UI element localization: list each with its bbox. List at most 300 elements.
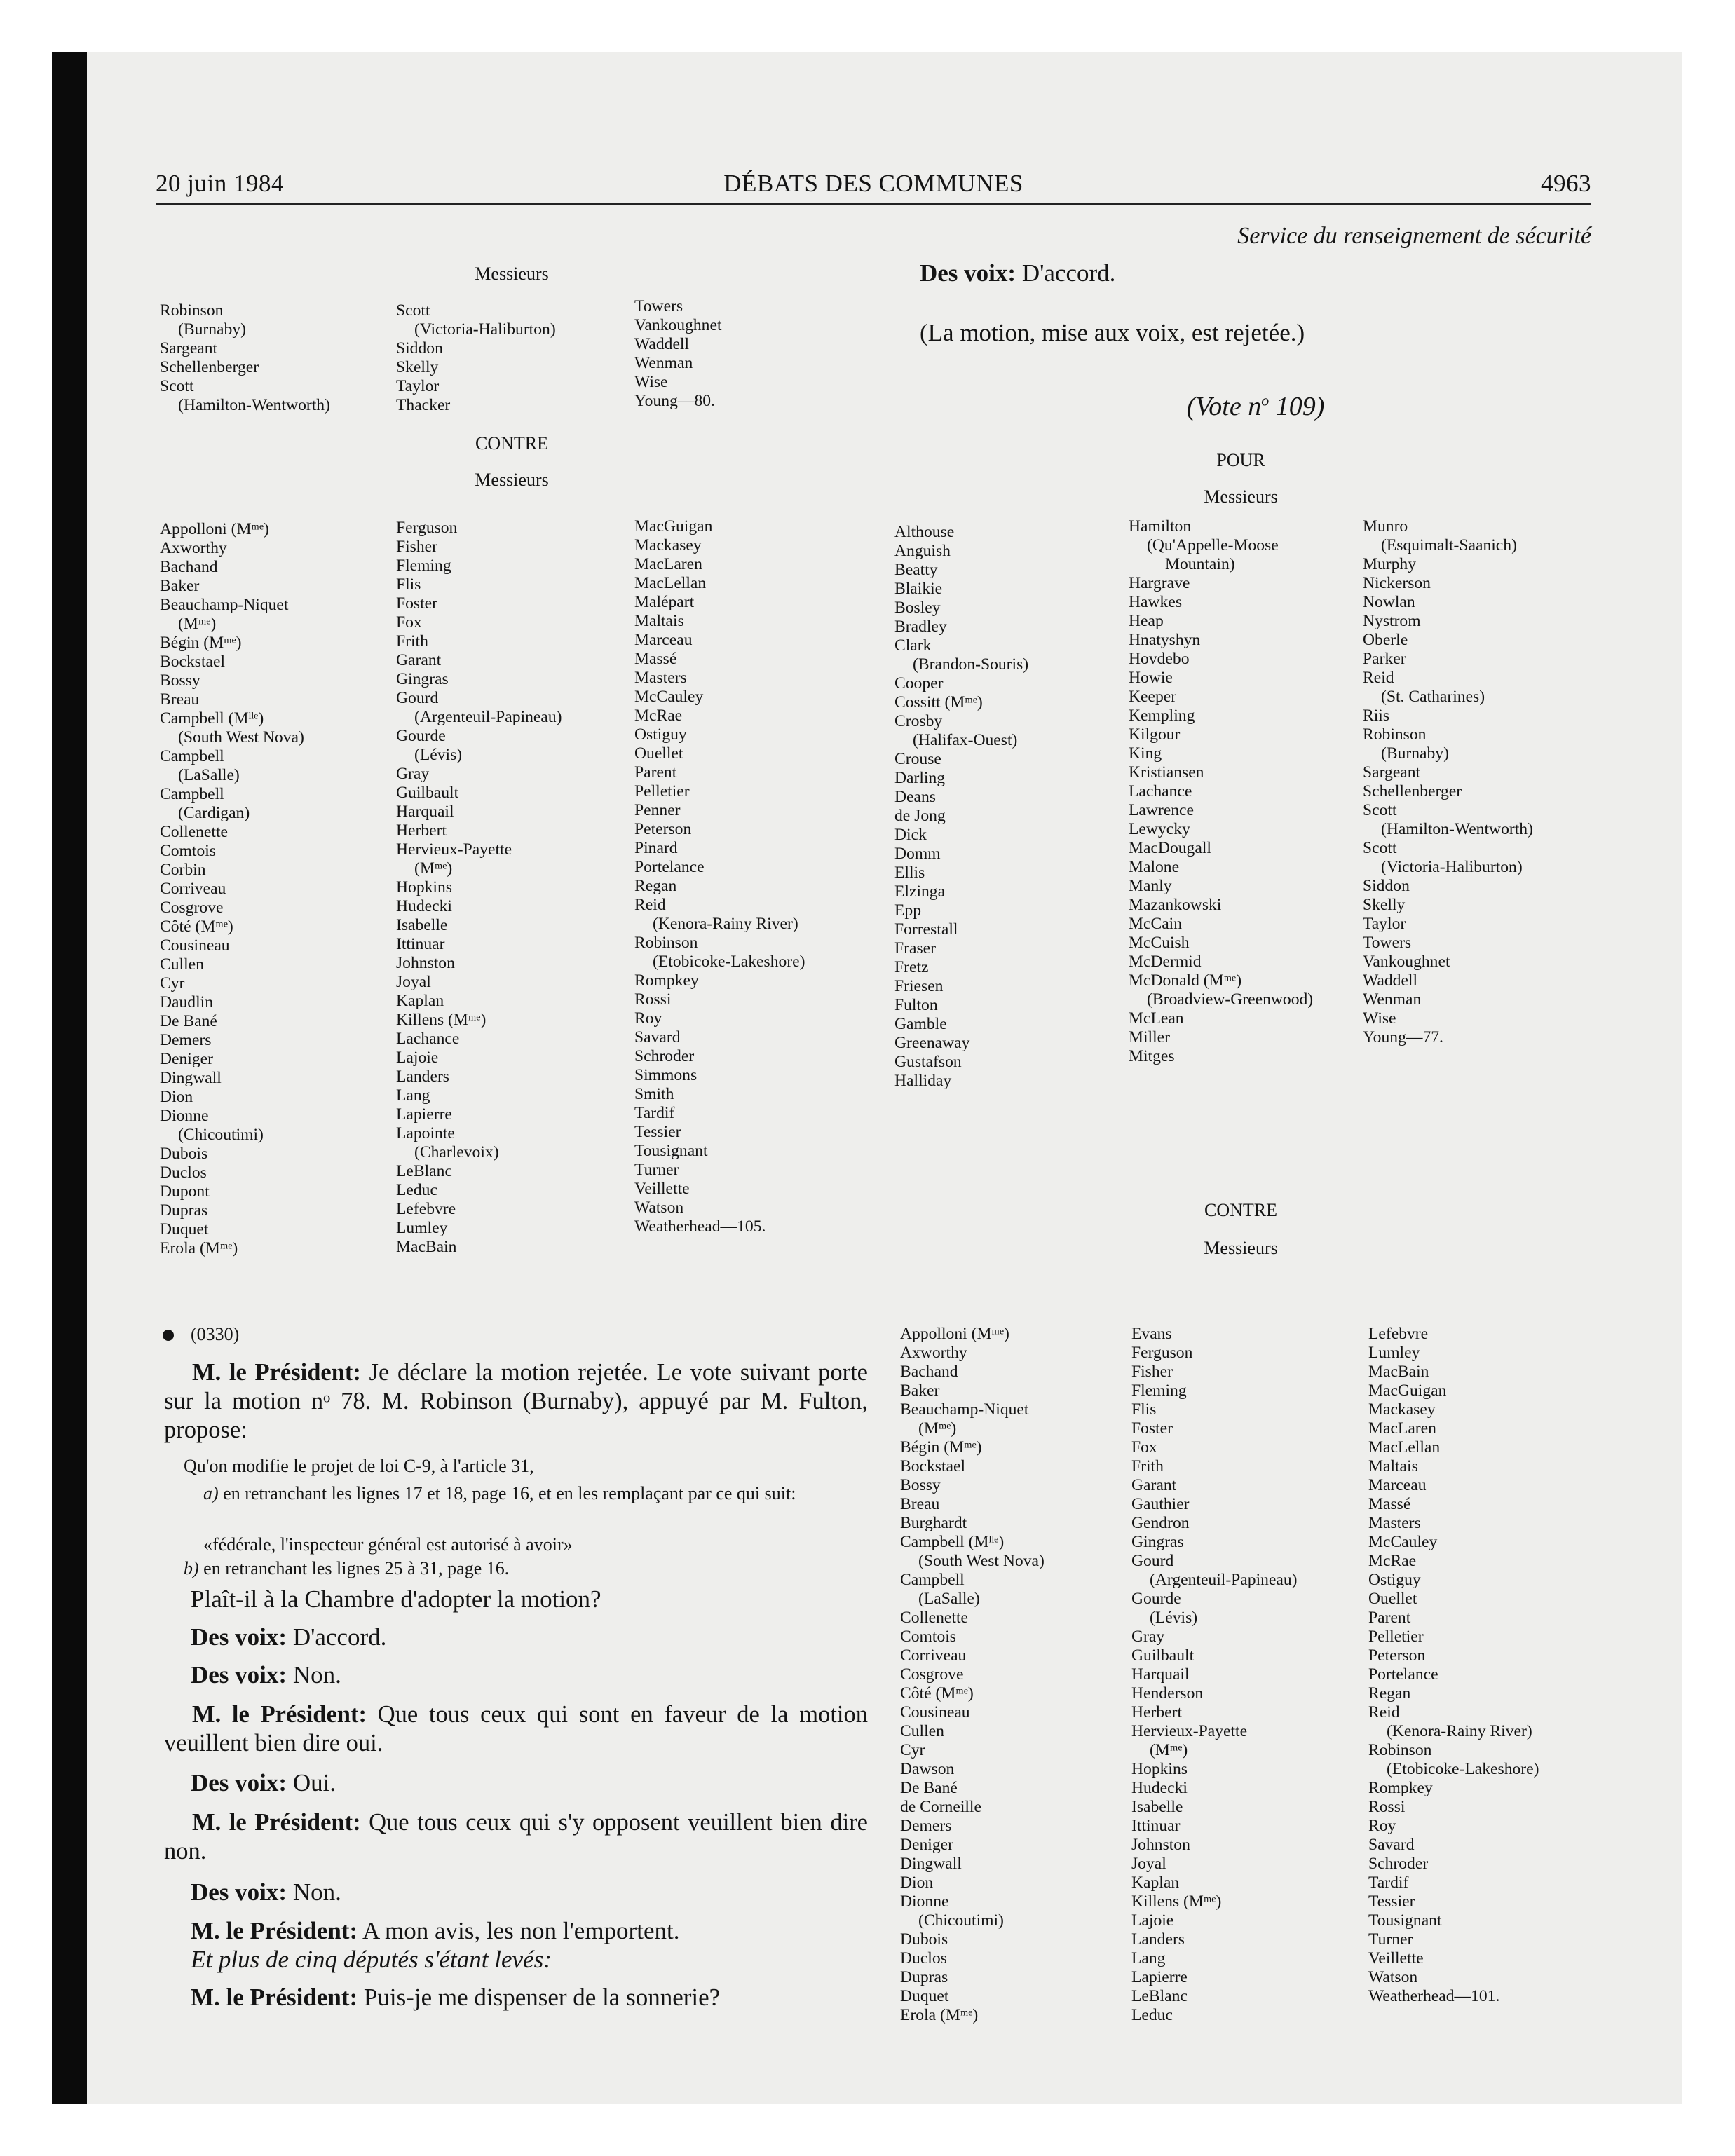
member-name: Oberle	[1363, 631, 1408, 649]
member-name: Turner	[634, 1161, 679, 1179]
member-name: Scott	[396, 301, 430, 320]
member-name: Lajoie	[1131, 1911, 1174, 1930]
names-column	[900, 1325, 1045, 2025]
speaker-label: Des voix:	[920, 259, 1016, 287]
member-name: Corriveau	[900, 1646, 967, 1665]
member-name: Schroder	[634, 1047, 695, 1065]
member-name: de Corneille	[900, 1798, 981, 1816]
member-name: McRae	[1368, 1552, 1417, 1570]
member-name: Althouse	[894, 523, 955, 541]
member-name: Miller	[1129, 1028, 1170, 1046]
member-name: Duquet	[160, 1220, 209, 1239]
member-name: Hargrave	[1129, 574, 1190, 592]
member-name: Corriveau	[160, 880, 226, 898]
member-name: Bockstael	[900, 1457, 966, 1475]
member-name: (Hamilton-Wentworth)	[178, 396, 330, 414]
member-name: LeBlanc	[396, 1162, 452, 1180]
member-name: Johnston	[1131, 1836, 1190, 1854]
member-name: Munro	[1363, 517, 1408, 535]
member-name: Collenette	[900, 1609, 968, 1627]
member-name: Roy	[1368, 1817, 1396, 1835]
names-column	[160, 301, 330, 415]
member-name: Forrestall	[894, 920, 958, 939]
member-name: Roy	[634, 1009, 662, 1028]
member-name: Hudecki	[1131, 1779, 1188, 1797]
member-name: Duclos	[160, 1164, 207, 1182]
member-name: (Burnaby)	[178, 320, 246, 339]
speech-paragraph: M. le Président: Que tous ceux qui s'y opposent veuillent bien dire non.	[164, 1809, 868, 1864]
member-name: Parent	[1368, 1609, 1411, 1627]
member-name: Erola (Mᵐᵉ)	[160, 1239, 238, 1257]
member-name: Reid	[1363, 669, 1394, 687]
speaker-label: M. le Président:	[192, 1359, 361, 1386]
member-name: Manly	[1129, 877, 1172, 895]
member-name: Young—80.	[634, 392, 715, 410]
member-name: Vankoughnet	[1363, 953, 1450, 971]
member-name: Sargeant	[1363, 763, 1421, 782]
member-name: Henderson	[1131, 1684, 1204, 1703]
member-name: Gendron	[1131, 1514, 1190, 1532]
member-name: Ouellet	[634, 744, 683, 763]
member-name: Halliday	[894, 1072, 952, 1090]
member-name: McCain	[1129, 915, 1183, 933]
member-name: (Broadview-Greenwood)	[1147, 990, 1314, 1009]
member-name: Cyr	[900, 1741, 925, 1759]
member-name: Towers	[634, 297, 683, 315]
member-name: Kempling	[1129, 707, 1195, 725]
quoted-text: en retranchant les lignes 17 et 18, page 16, et en les remplaçant par ce qui suit:	[218, 1483, 796, 1503]
speech-text: Je déclare la motion rejetée. Le vote suivant porte sur la motion nᵒ 78. M. Robinson (Burnaby), appuyé par M. Fulton, propose:	[164, 1359, 868, 1443]
member-name: Tardif	[634, 1104, 675, 1122]
member-name: Veillette	[634, 1180, 690, 1198]
member-name: Epp	[894, 901, 922, 920]
member-name: Guilbault	[1131, 1646, 1195, 1665]
member-name: Leduc	[396, 1181, 437, 1199]
member-name: Malone	[1129, 858, 1180, 876]
member-name: Gamble	[894, 1015, 947, 1033]
member-name: Bégin (Mᵐᵉ)	[900, 1438, 982, 1456]
member-name: Mazankowski	[1129, 896, 1222, 914]
member-name: Frith	[396, 632, 428, 650]
member-name: Baker	[160, 577, 200, 595]
member-name: Turner	[1368, 1930, 1413, 1949]
speech-paragraph: Des voix: Non.	[191, 1661, 341, 1688]
member-name: (Cardigan)	[178, 804, 250, 822]
member-name: Flis	[396, 575, 421, 594]
member-name: Lawrence	[1129, 801, 1194, 819]
member-name: Dionne	[900, 1892, 949, 1911]
member-name: Ittinuar	[396, 935, 445, 953]
member-name: Dion	[160, 1088, 193, 1106]
messieurs-heading: Messieurs	[475, 264, 549, 284]
messieurs-heading: Messieurs	[1204, 486, 1278, 507]
member-name: Keeper	[1129, 688, 1177, 706]
member-name: Gray	[396, 765, 430, 783]
speech-paragraph: Des voix: D'accord.	[920, 259, 1116, 287]
member-name: Towers	[1363, 934, 1412, 952]
member-name: (Lévis)	[1150, 1609, 1198, 1627]
member-name: Tousignant	[1368, 1911, 1442, 1930]
member-name: Foster	[1131, 1419, 1173, 1438]
member-name: Ellis	[894, 864, 925, 882]
item-label: a)	[203, 1483, 219, 1503]
member-name: Harquail	[1131, 1665, 1190, 1684]
member-name: Dupont	[160, 1182, 210, 1201]
member-name: Ittinuar	[1131, 1817, 1181, 1835]
member-name: Hopkins	[396, 878, 452, 896]
member-name: Maltais	[1368, 1457, 1418, 1475]
member-name: Mitges	[1129, 1047, 1175, 1065]
member-name: Landers	[396, 1067, 449, 1086]
member-name: Wenman	[1363, 990, 1422, 1009]
member-name: Portelance	[1368, 1665, 1438, 1684]
member-name: Siddon	[396, 339, 443, 357]
member-name: (Charlevoix)	[414, 1143, 499, 1161]
speech-paragraph: M. le Président: Que tous ceux qui sont en faveur de la motion veuillent bien dire oui.	[164, 1701, 868, 1756]
member-name: Crosby	[894, 712, 943, 730]
member-name: Daudlin	[160, 993, 214, 1011]
member-name: Herbert	[396, 821, 447, 840]
member-name: Corbin	[160, 861, 206, 879]
member-name: Côté (Mᵐᵉ)	[160, 917, 233, 936]
member-name: (Mᵐᵉ)	[414, 859, 453, 878]
member-name: Savard	[1368, 1836, 1415, 1854]
member-name: Parker	[1363, 650, 1406, 668]
member-name: Bachand	[900, 1363, 958, 1381]
member-name: MacLaren	[634, 555, 702, 573]
member-name: Taylor	[1363, 915, 1406, 933]
member-name: Hudecki	[396, 897, 452, 915]
speech-paragraph: M. le Président: A mon avis, les non l'emportent.	[191, 1917, 680, 1944]
member-name: (Victoria-Haliburton)	[1381, 858, 1523, 876]
quoted-motion	[184, 1557, 509, 1580]
member-name: Hopkins	[1131, 1760, 1188, 1778]
member-name: Peterson	[1368, 1646, 1426, 1665]
member-name: McDermid	[1129, 953, 1202, 971]
member-name: Weatherhead—101.	[1368, 1987, 1500, 2005]
member-name: Côté (Mᵐᵉ)	[900, 1684, 974, 1703]
member-name: Fulton	[894, 996, 938, 1014]
member-name: (Victoria-Haliburton)	[414, 320, 556, 339]
member-name: Lang	[396, 1086, 430, 1105]
member-name: (LaSalle)	[178, 766, 240, 784]
member-name: Pelletier	[1368, 1628, 1424, 1646]
member-name: Anguish	[894, 542, 951, 560]
member-name: Rompkey	[634, 971, 699, 990]
member-name: Marceau	[634, 631, 693, 649]
speaker-label: Des voix:	[191, 1878, 287, 1906]
member-name: Dubois	[900, 1930, 948, 1949]
member-name: Axworthy	[900, 1344, 967, 1362]
member-name: (St. Catharines)	[1381, 688, 1485, 706]
header-title: DÉBATS DES COMMUNES	[723, 170, 1023, 197]
member-name: Lapierre	[396, 1105, 452, 1124]
member-name: (Burnaby)	[1381, 744, 1449, 763]
member-name: Marceau	[1368, 1476, 1427, 1494]
member-name: Heap	[1129, 612, 1164, 630]
member-name: Campbell (Mˡˡᵉ)	[900, 1533, 1005, 1551]
member-name: Darling	[894, 769, 946, 787]
member-name: Cullen	[900, 1722, 944, 1740]
member-name: Hervieux-Payette	[396, 840, 512, 859]
member-name: Campbell (Mˡˡᵉ)	[160, 709, 264, 728]
member-name: Comtois	[160, 842, 216, 860]
names-column	[1129, 517, 1313, 1066]
member-name: MacDougall	[1129, 839, 1211, 857]
member-name: Gourde	[1131, 1590, 1181, 1608]
member-name: Dingwall	[900, 1855, 962, 1873]
member-name: Sargeant	[160, 339, 218, 357]
member-name: Bossy	[160, 671, 200, 690]
member-name: Waddell	[1363, 971, 1418, 990]
member-name: (Etobicoke-Lakeshore)	[653, 953, 805, 971]
names-column	[1368, 1325, 1539, 2006]
member-name: Kristiansen	[1129, 763, 1204, 782]
names-column	[634, 297, 722, 411]
member-name: Tessier	[1368, 1892, 1415, 1911]
member-name: Wenman	[634, 354, 693, 372]
member-name: Wise	[1363, 1009, 1396, 1028]
section-title: Service du renseignement de sécurité	[1237, 223, 1591, 249]
member-name: Taylor	[396, 377, 440, 395]
member-name: Gray	[1131, 1628, 1165, 1646]
member-name: Thacker	[396, 396, 451, 414]
member-name: Axworthy	[160, 539, 227, 557]
member-name: Killens (Mᵐᵉ)	[396, 1011, 487, 1029]
member-name: Rossi	[1368, 1798, 1406, 1816]
member-name: Rompkey	[1368, 1779, 1433, 1797]
member-name: Pelletier	[634, 782, 690, 800]
member-name: Guilbault	[396, 784, 459, 802]
member-name: Lefebvre	[396, 1200, 456, 1218]
member-name: MacGuigan	[1368, 1381, 1447, 1400]
member-name: Ostiguy	[634, 725, 687, 744]
speaker-label: Des voix:	[191, 1769, 287, 1796]
member-name: (South West Nova)	[918, 1552, 1045, 1570]
member-name: Blaikie	[894, 580, 943, 598]
member-name: Regan	[1368, 1684, 1411, 1703]
member-name: Scott	[1363, 801, 1397, 819]
item-label: b)	[184, 1558, 199, 1578]
member-name: Robinson	[634, 934, 698, 952]
member-name: (Chicoutimi)	[918, 1911, 1004, 1930]
member-name: Duquet	[900, 1987, 949, 2005]
member-name: Joyal	[396, 973, 431, 991]
member-name: Fox	[396, 613, 422, 632]
member-name: Fox	[1131, 1438, 1157, 1456]
header-date: 20 juin 1984	[156, 170, 284, 197]
member-name: Ferguson	[1131, 1344, 1193, 1362]
member-name: McRae	[634, 707, 683, 725]
member-name: Clark	[894, 636, 932, 655]
member-name: Massé	[634, 650, 677, 668]
speaker-label: Des voix:	[191, 1623, 287, 1651]
member-name: Bachand	[160, 558, 218, 576]
quoted-text: en retranchant les lignes 25 à 31, page 16.	[198, 1558, 510, 1578]
member-name: Cossitt (Mᵐᵉ)	[894, 693, 983, 711]
member-name: MacLellan	[634, 574, 707, 592]
member-name: Kaplan	[396, 992, 444, 1010]
member-name: Maltais	[634, 612, 684, 630]
member-name: Penner	[634, 801, 681, 819]
page-header	[156, 170, 1591, 205]
member-name: Lang	[1131, 1949, 1166, 1967]
member-name: Ouellet	[1368, 1590, 1417, 1608]
member-name: Hnatyshyn	[1129, 631, 1201, 649]
member-name: Demers	[900, 1817, 952, 1835]
member-name: Simmons	[634, 1066, 698, 1084]
member-name: Dick	[894, 826, 927, 844]
member-name: Foster	[396, 594, 437, 613]
member-name: McCauley	[1368, 1533, 1438, 1551]
member-name: Robinson	[1363, 725, 1427, 744]
member-name: Demers	[160, 1031, 212, 1049]
member-name: Garant	[396, 651, 442, 669]
member-name: Riis	[1363, 707, 1390, 725]
member-name: (Mᵐᵉ)	[1150, 1741, 1188, 1759]
member-name: Vankoughnet	[634, 316, 722, 334]
member-name: (Esquimalt-Saanich)	[1381, 536, 1517, 554]
member-name: Johnston	[396, 954, 455, 972]
member-name: Tousignant	[634, 1142, 708, 1160]
member-name: LeBlanc	[1131, 1987, 1188, 2005]
member-name: MacBain	[396, 1238, 457, 1256]
member-name: Siddon	[1363, 877, 1410, 895]
member-name: de Jong	[894, 807, 946, 825]
member-name: Lumley	[396, 1219, 448, 1237]
member-name: Skelly	[396, 358, 439, 376]
vote-number: (Vote $n^o$ 109)	[1186, 391, 1325, 421]
member-name: (Chicoutimi)	[178, 1126, 264, 1144]
member-name: (Kenora-Rainy River)	[1387, 1722, 1532, 1740]
member-name: Greenaway	[894, 1034, 970, 1052]
member-name: Ostiguy	[1368, 1571, 1421, 1589]
member-name: Cosgrove	[160, 899, 224, 917]
speech-paragraph: Des voix: Oui.	[191, 1769, 336, 1796]
member-name: Fleming	[1131, 1381, 1187, 1400]
scan-binding-edge	[52, 52, 87, 2104]
member-name: Fisher	[1131, 1363, 1173, 1381]
member-name: Bockstael	[160, 653, 226, 671]
member-name: Breau	[900, 1495, 940, 1513]
contre-heading: CONTRE	[475, 433, 548, 453]
member-name: Cyr	[160, 974, 185, 992]
member-name: Masters	[1368, 1514, 1421, 1532]
member-name: Tessier	[634, 1123, 681, 1141]
header-rule	[156, 203, 1591, 205]
member-name: Deans	[894, 788, 936, 806]
member-name: Fleming	[396, 557, 451, 575]
messieurs-heading: Messieurs	[475, 470, 549, 490]
member-name: Lewycky	[1129, 820, 1190, 838]
member-name: Massé	[1368, 1495, 1411, 1513]
member-name: McCauley	[634, 688, 704, 706]
member-name: Reid	[1368, 1703, 1400, 1721]
member-name: Howie	[1129, 669, 1173, 687]
pour-heading: POUR	[1216, 450, 1265, 470]
member-name: Landers	[1131, 1930, 1185, 1949]
member-name: Scott	[160, 377, 194, 395]
member-name: (Argenteuil-Papineau)	[414, 708, 562, 726]
member-name: Gauthier	[1131, 1495, 1190, 1513]
member-name: Watson	[634, 1199, 684, 1217]
member-name: Campbell	[160, 785, 224, 803]
speech-paragraph: Des voix: Non.	[191, 1878, 341, 1906]
member-name: Gourd	[396, 689, 439, 707]
member-name: McDonald (Mᵐᵉ)	[1129, 971, 1242, 990]
member-name: Mountain)	[1165, 555, 1235, 573]
member-name: Dingwall	[160, 1069, 222, 1087]
member-name: Lachance	[396, 1030, 460, 1048]
member-name: Portelance	[634, 858, 705, 876]
member-name: (Brandon-Souris)	[913, 655, 1029, 674]
member-name: (Hamilton-Wentworth)	[1381, 820, 1533, 838]
member-name: Crouse	[894, 750, 941, 768]
names-column	[634, 517, 805, 1236]
member-name: Deniger	[900, 1836, 953, 1854]
member-name: Weatherhead—105.	[634, 1217, 766, 1236]
member-name: Cousineau	[900, 1703, 970, 1721]
member-name: (Mᵐᵉ)	[918, 1419, 957, 1438]
member-name: Wise	[634, 373, 668, 391]
member-name: McCuish	[1129, 934, 1190, 952]
member-name: Lajoie	[396, 1049, 439, 1067]
member-name: Dupras	[900, 1968, 948, 1986]
member-name: Garant	[1131, 1476, 1177, 1494]
member-name: De Bané	[900, 1779, 958, 1797]
member-name: MacGuigan	[634, 517, 713, 535]
member-name: Beauchamp-Niquet	[160, 596, 289, 614]
member-name: Ferguson	[396, 519, 458, 537]
member-name: Smith	[634, 1085, 674, 1103]
member-name: Deniger	[160, 1050, 213, 1068]
member-name: Dionne	[160, 1107, 209, 1125]
member-name: Gingras	[1131, 1533, 1184, 1551]
names-column	[1363, 517, 1533, 1047]
member-name: Scott	[1363, 839, 1397, 857]
member-name: Dion	[900, 1874, 934, 1892]
member-name: Beatty	[894, 561, 938, 579]
names-column	[1131, 1325, 1298, 2025]
header-page-number: 4963	[1541, 170, 1591, 197]
member-name: Bradley	[894, 618, 947, 636]
member-name: Cosgrove	[900, 1665, 964, 1684]
member-name: Frith	[1131, 1457, 1164, 1475]
member-name: Gourd	[1131, 1552, 1174, 1570]
member-name: Collenette	[160, 823, 228, 841]
names-column	[160, 520, 304, 1258]
member-name: Hawkes	[1129, 593, 1182, 611]
member-name: Schroder	[1368, 1855, 1429, 1873]
member-name: Nystrom	[1363, 612, 1421, 630]
member-name: Bossy	[900, 1476, 941, 1494]
speaker-label: M. le Président:	[192, 1701, 367, 1728]
member-name: Elzinga	[894, 882, 946, 901]
speaker-label: Des voix:	[191, 1661, 287, 1688]
bullet-icon	[163, 1330, 174, 1341]
messieurs-heading: Messieurs	[1204, 1238, 1278, 1258]
member-name: Hamilton	[1129, 517, 1192, 535]
member-name: Schellenberger	[1363, 782, 1462, 800]
member-name: Breau	[160, 690, 200, 709]
member-name: Appolloni (Mᵐᵉ)	[160, 520, 269, 538]
member-name: Domm	[894, 845, 941, 863]
member-name: Waddell	[634, 335, 690, 353]
member-name: Malépart	[634, 593, 695, 611]
member-name: Campbell	[160, 747, 224, 765]
stage-direction: Et plus de cinq députés s'étant levés:	[191, 1946, 552, 1973]
member-name: Comtois	[900, 1628, 956, 1646]
